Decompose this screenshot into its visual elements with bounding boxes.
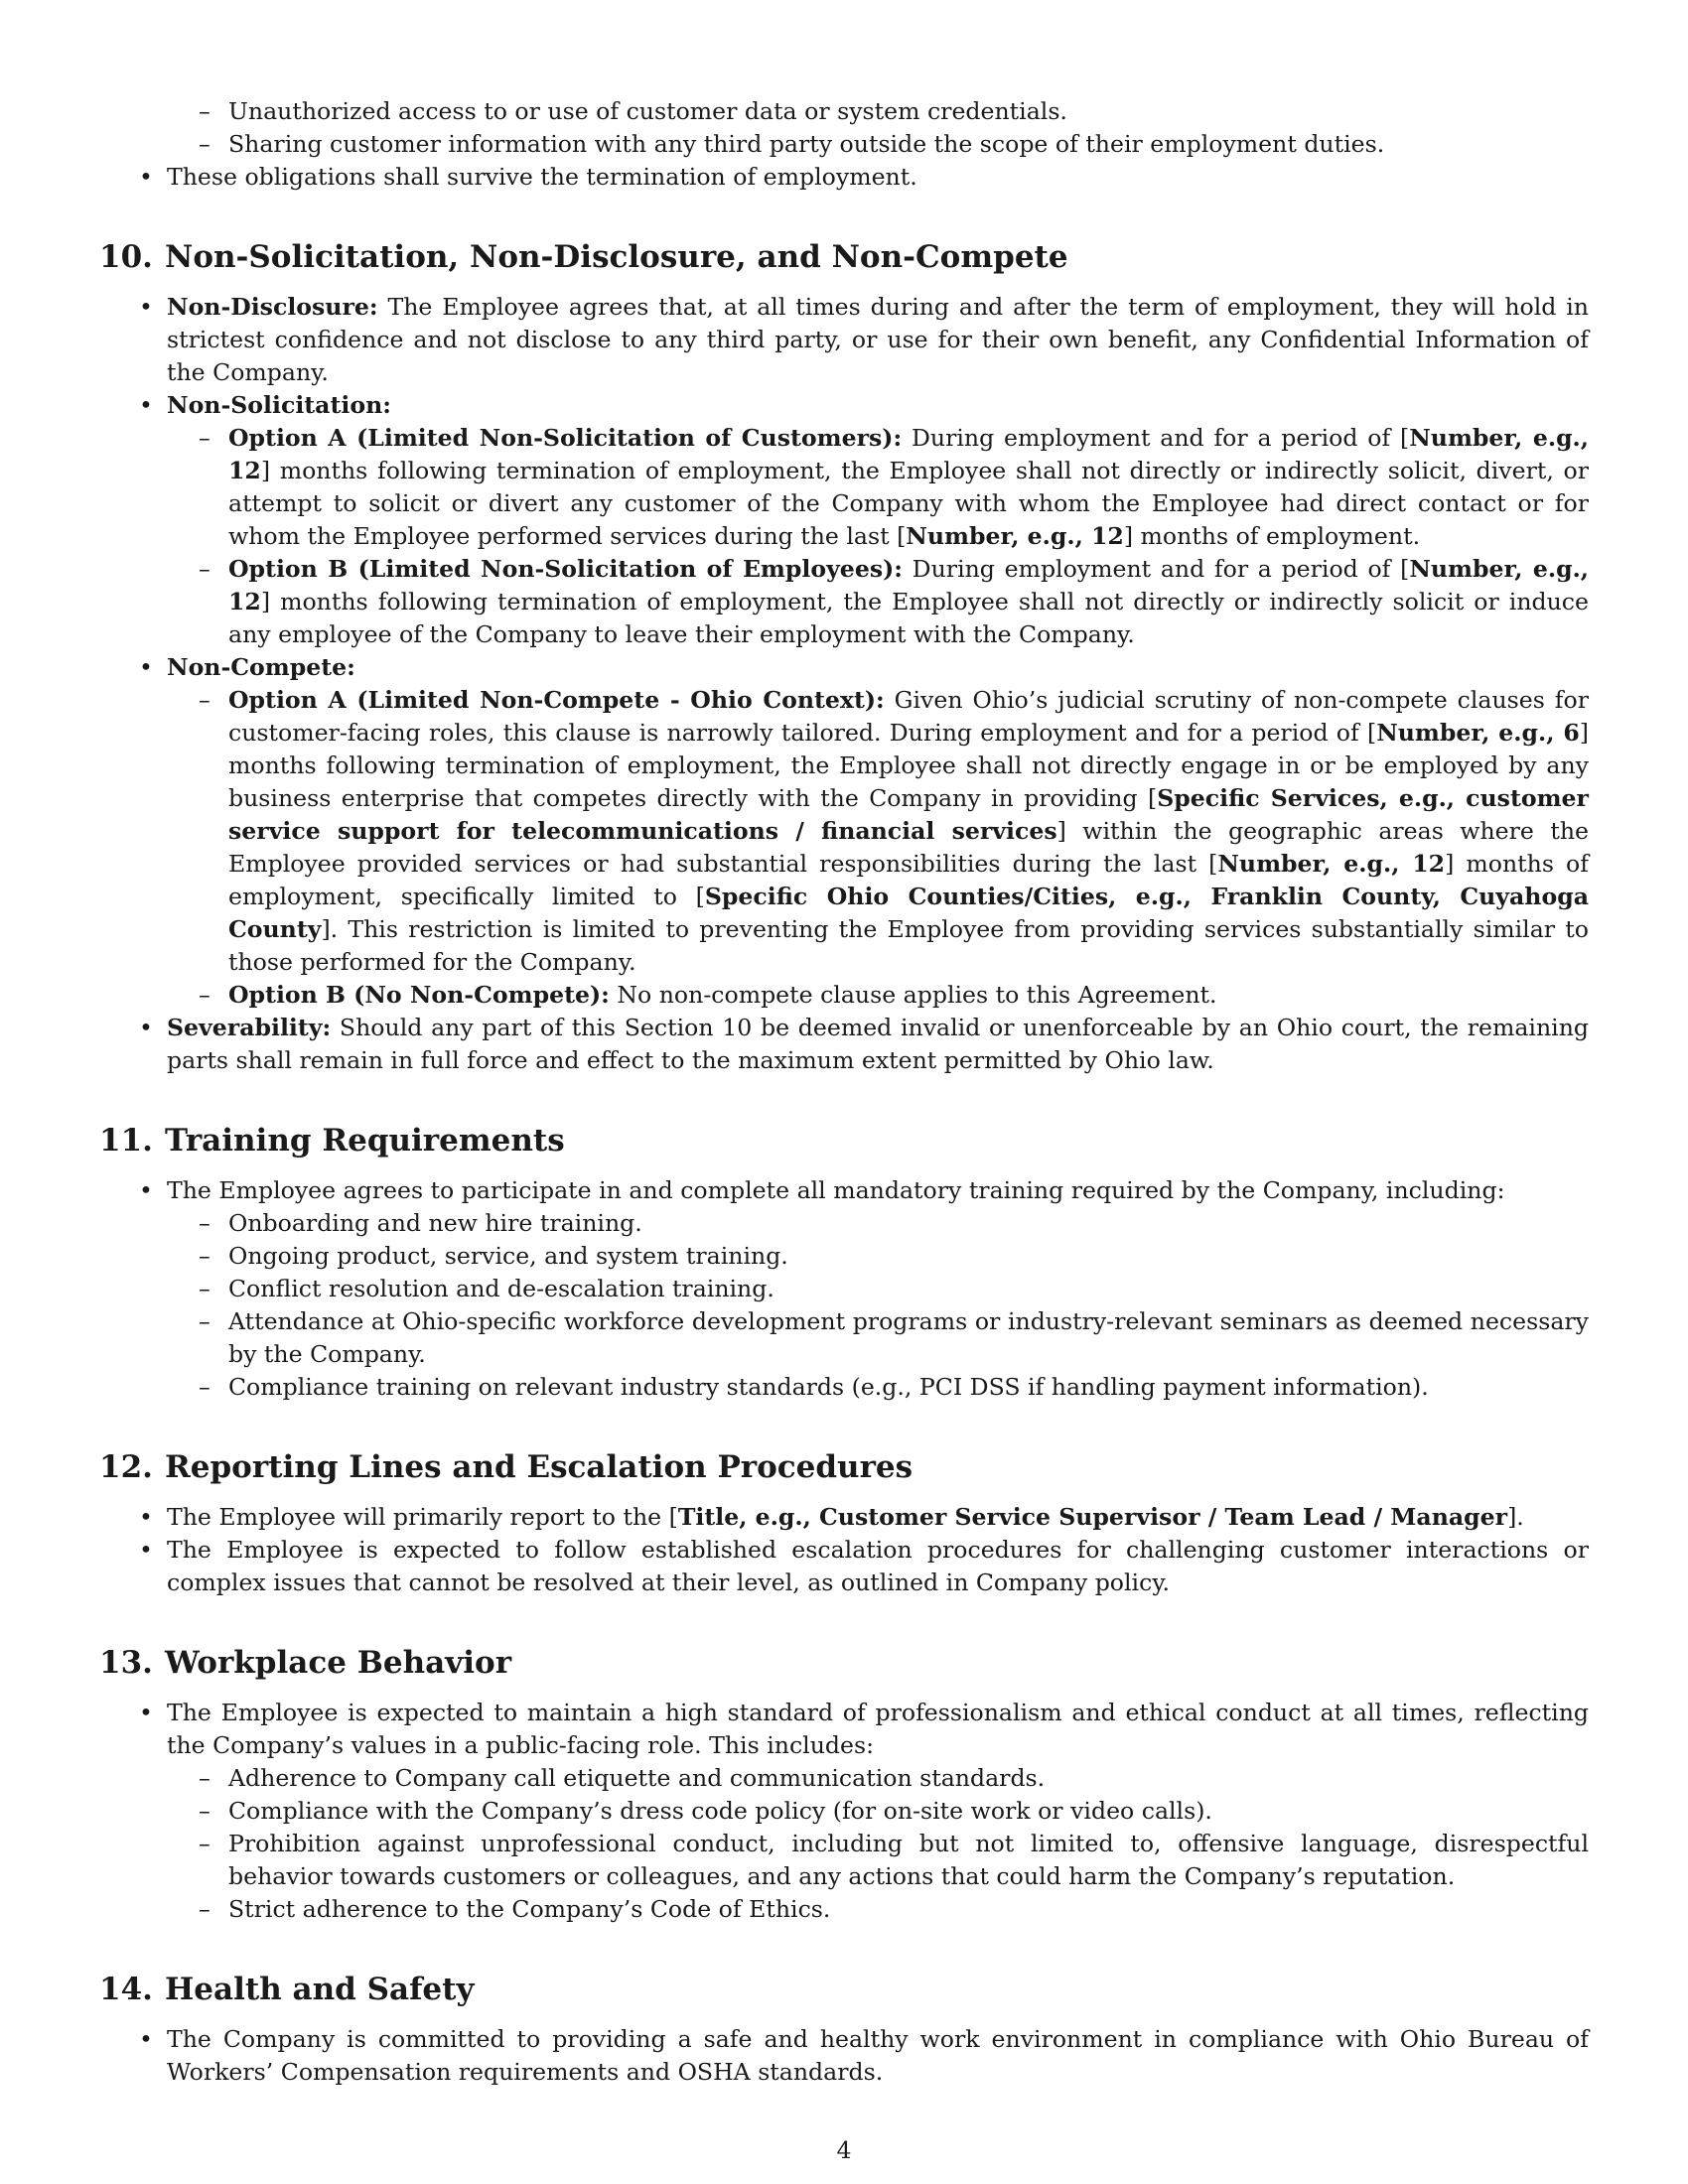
list-item: – Sharing customer information with any third party outside the scope of their employment duties. (99, 128, 1589, 161)
health-safety-item: • The Company is committed to providing a safe and healthy work environment in compliance with Ohio Bureau of Workers’ Compensation requirements and OSHA standards. (139, 2025, 1589, 2086)
dash-bullet: – (199, 555, 211, 583)
list-item: – Adherence to Company call etiquette and communication standards. (99, 1762, 1589, 1795)
dash-bullet: – (199, 1830, 211, 1857)
bullet: • (139, 1176, 153, 1204)
bullet: • (139, 1503, 153, 1531)
dash-bullet: – (199, 686, 211, 714)
dash-bullet: – (199, 1764, 211, 1792)
bullet: • (139, 1014, 153, 1041)
page-number: 4 (836, 2136, 852, 2164)
list-item: • These obligations shall survive the termination of employment. (99, 161, 1589, 194)
bullet: • (139, 653, 153, 681)
list-item: – Prohibition against unprofessional conduct, including but not limited to, offensive language, disrespectful behavior towards customers or colleagues, and any actions that could harm the Company’s reputation. (199, 1830, 1589, 1890)
list-item: – Compliance training on relevant industry standards (e.g., PCI DSS if handling payment information). (99, 1371, 1589, 1404)
list-item: – Strict adherence to the Company’s Code of Ethics. (99, 1893, 1589, 1926)
bullet: • (139, 391, 153, 419)
section-12-heading: 12. Reporting Lines and Escalation Procedures (99, 1449, 914, 1485)
bullet: • (139, 163, 153, 191)
dash-bullet: – (199, 1242, 211, 1270)
dash-bullet: – (199, 1209, 211, 1237)
behavior-intro: • The Employee is expected to maintain a high standard of professionalism and ethical conduct at all times, reflecting the Company’s values in a public-facing role. This includes: (139, 1699, 1589, 1759)
dash-bullet: – (199, 424, 211, 452)
non-compete-option-b: – Option B (No Non-Compete): No non-compete clause applies to this Agreement. (99, 979, 1589, 1012)
dash-bullet: – (199, 1275, 211, 1302)
reporting-line-item: • The Employee will primarily report to the [Title, e.g., Customer Service Supervisor / Team Lead / Manager]. (99, 1501, 1589, 1534)
dash-bullet: – (199, 1797, 211, 1825)
dash-bullet: – (199, 97, 211, 125)
previous-section-continuation (99, 95, 1589, 194)
bullet: • (139, 1699, 153, 1726)
dash-bullet: – (199, 1895, 211, 1923)
non-solicitation-option-a: – Option A (Limited Non-Solicitation of Customers): During employment and for a period of [Number, e.g., 12] months following termination of employment, the Employee shall not directly or indirectly solicit, divert, or attempt to solicit or divert any customer of the Company with whom the Employee had direct contact or for whom the Employee performed services during the last [Number, e.g., 12] months of employment. (199, 424, 1589, 550)
section-14-heading: 14. Health and Safety (99, 1972, 475, 2007)
section-11-heading: 11. Training Requirements (99, 1123, 565, 1159)
list-item: – Ongoing product, service, and system training. (99, 1240, 1589, 1273)
bullet: • (139, 2025, 153, 2053)
non-solicitation-option-b: – Option B (Limited Non-Solicitation of Employees): During employment and for a period of [Number, e.g., 12] months following termination of employment, the Employee shall not directly or indirectly solicit or induce any employee of the Company to leave their employment with the Company. (199, 555, 1589, 648)
dash-bullet: – (199, 1373, 211, 1401)
bullet: • (139, 1536, 153, 1564)
list-item: – Conflict resolution and de-escalation training. (99, 1273, 1589, 1305)
escalation-item: • The Employee is expected to follow established escalation procedures for challenging customer interactions or complex issues that cannot be resolved at their level, as outlined in Company policy. (139, 1536, 1589, 1596)
list-item: – Onboarding and new hire training. (99, 1207, 1589, 1240)
severability-item: • Severability: Should any part of this Section 10 be deemed invalid or unenforceable by an Ohio court, the remaining parts shall remain in full force and effect to the maximum extent permitted by Ohio law. (139, 1014, 1589, 1074)
non-disclosure-item: • Non-Disclosure: The Employee agrees that, at all times during and after the term of employment, they will hold in strictest confidence and not disclose to any third party, or use for their own benefit, any Confidential Information of the Company. (139, 293, 1589, 386)
non-compete-option-a: – Option A (Limited Non-Compete - Ohio Context): Given Ohio’s judicial scrutiny of non-compete clauses for customer-facing roles, this clause is narrowly tailored. During employment and for a period of [Number, e.g., 6] months following termination of employment, the Employee shall not directly engage in or be employed by any business enterprise that competes directly with the Company in providing [Specific Services, e.g., customer service support for telecommunications / financial services] within the geographic areas where the Employee provided services or had substantial responsibilities during the last [Number, e.g., 12] months of employment, specifically limited to [Specific Ohio Counties/Cities, e.g., Franklin County, Cuyahoga County]. This restriction is limited to preventing the Employee from providing services substantially similar to those performed for the Company. (199, 686, 1589, 976)
document-page (99, 95, 1589, 2089)
section-13-heading: 13. Workplace Behavior (99, 1645, 512, 1681)
bullet: • (139, 293, 153, 321)
list-item: – Unauthorized access to or use of customer data or system credentials. (99, 95, 1589, 128)
section-10-heading: 10. Non-Solicitation, Non-Disclosure, and Non-Compete (99, 239, 1068, 275)
non-solicitation-item: • Non-Solicitation: (99, 389, 1589, 422)
training-intro: • The Employee agrees to participate in and complete all mandatory training required by the Company, including: (99, 1174, 1589, 1207)
dash-bullet: – (199, 130, 211, 158)
dash-bullet: – (199, 1307, 211, 1335)
list-item: – Compliance with the Company’s dress code policy (for on-site work or video calls). (99, 1795, 1589, 1828)
list-item: – Attendance at Ohio-specific workforce development programs or industry-relevant seminars as deemed necessary by the Company. (199, 1307, 1589, 1368)
non-compete-item: • Non-Compete: (99, 651, 1589, 684)
dash-bullet: – (199, 981, 211, 1009)
